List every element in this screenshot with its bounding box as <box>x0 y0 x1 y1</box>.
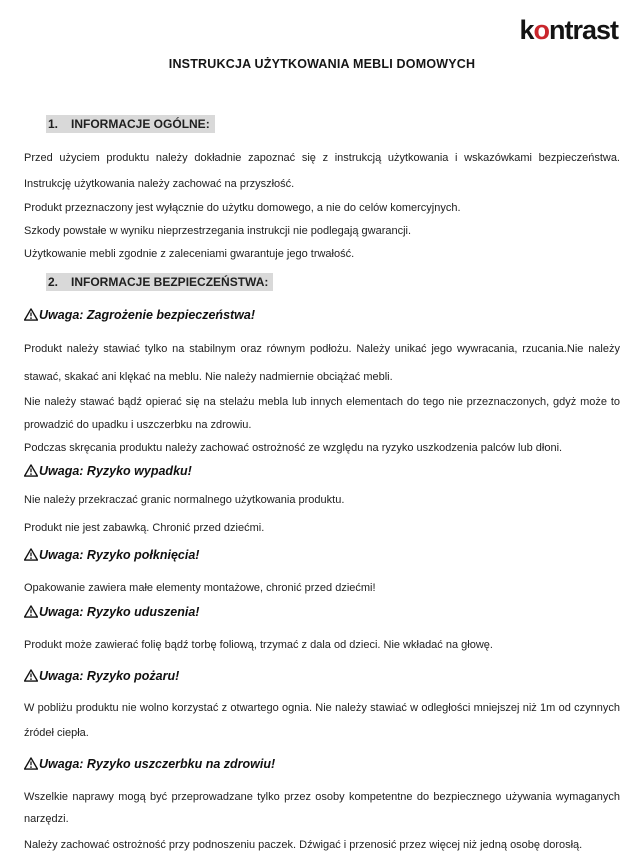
warning-triangle-icon <box>24 548 38 561</box>
section-title: INFORMACJE BEZPIECZEŃSTWA: <box>71 275 269 289</box>
body-paragraph: Przed użyciem produktu należy dokładnie zapoznać się z instrukcją użytkowania i wskazówkami bezpieczeństwa. Instrukcję użytkowania należy zachować na przyszłość. <box>24 152 620 190</box>
warning-label: Uwaga: Ryzyko pożaru! <box>39 669 180 683</box>
warning-triangle-icon <box>24 757 38 770</box>
warning-heading <box>24 461 620 481</box>
warning-heading <box>24 602 620 622</box>
brand-logo <box>24 14 620 46</box>
section-number: 2. <box>48 275 59 289</box>
warning-triangle-icon <box>24 464 38 477</box>
body-paragraph: Produkt nie jest zabawką. Chronić przed dziećmi. <box>24 522 265 534</box>
warning-label: Uwaga: Ryzyko połknięcia! <box>39 548 200 562</box>
warning-triangle-icon <box>24 605 38 618</box>
warning-label: Uwaga: Ryzyko uszczerbku na zdrowiu! <box>39 757 276 771</box>
warning-label: Uwaga: Ryzyko wypadku! <box>39 464 192 478</box>
warning-heading <box>24 545 620 565</box>
body-paragraph: Opakowanie zawiera małe elementy montażowe, chronić przed dziećmi! <box>24 582 376 594</box>
document-body <box>24 115 620 856</box>
section-heading-highlight <box>46 115 215 133</box>
section-number: 1. <box>48 117 59 131</box>
warning-triangle-icon <box>24 308 38 321</box>
warning-triangle-icon <box>24 669 38 682</box>
section-title: INFORMACJE OGÓLNE: <box>71 117 210 131</box>
section-heading-highlight <box>46 273 273 291</box>
section-heading <box>46 273 620 291</box>
body-paragraph: Produkt może zawierać folię bądź torbę foliową, trzymać z dala od dzieci. Nie wkładać na głowę. <box>24 639 493 651</box>
logo-text-start: k <box>519 15 534 45</box>
body-paragraph: Należy zachować ostrożność przy podnoszeniu paczek. Dźwigać i przenosić przez więcej niż jedną osobę dorosłą. <box>24 839 583 851</box>
warning-heading <box>24 666 620 686</box>
warning-heading <box>24 305 620 325</box>
body-paragraph: W pobliżu produktu nie wolno korzystać z otwartego ognia. Nie należy stawiać w odległości mniejszej niż 1m od czynnych źródeł ciepła. <box>24 702 620 739</box>
logo-text-end: ntrast <box>548 15 618 45</box>
body-paragraph: Produkt należy stawiać tylko na stabilnym oraz równym podłożu. Należy unikać jego wywracania, rzucania.Nie należy stawać, skakać ani klękać na meblu. Nie należy nadmiernie obciążać mebli. <box>24 343 620 383</box>
document-title: INSTRUKCJA UŻYTKOWANIA MEBLI DOMOWYCH <box>168 57 476 71</box>
section-heading <box>46 115 620 133</box>
warning-label: Uwaga: Ryzyko uduszenia! <box>39 605 200 619</box>
body-paragraph: Użytkowanie mebli zgodnie z zaleceniami gwarantuje jego trwałość. <box>24 248 355 260</box>
warning-heading <box>24 754 620 774</box>
body-paragraph: Wszelkie naprawy mogą być przeprowadzane tylko przez osoby kompetentne do bezpiecznego używania wymaganych narzędzi. <box>24 791 620 825</box>
body-paragraph: Nie należy stawać bądź opierać się na stelażu mebla lub innych elementach do tego nie przeznaczonych, gdyż może to prowadzić do upadku i uszczerbku na zdrowiu. <box>24 396 620 431</box>
body-paragraph: Nie należy przekraczać granic normalnego użytkowania produktu. <box>24 494 345 506</box>
body-paragraph: Podczas skręcania produktu należy zachować ostrożność ze względu na ryzyko uszkodzenia palców lub dłoni. <box>24 442 563 454</box>
body-paragraph: Produkt przeznaczony jest wyłącznie do użytku domowego, a nie do celów komercyjnych. <box>24 202 461 214</box>
logo-red-o: o <box>533 15 549 45</box>
body-paragraph: Szkody powstałe w wyniku nieprzestrzegania instrukcji nie podlegają gwarancji. <box>24 225 412 237</box>
warning-label: Uwaga: Zagrożenie bezpieczeństwa! <box>39 308 256 322</box>
